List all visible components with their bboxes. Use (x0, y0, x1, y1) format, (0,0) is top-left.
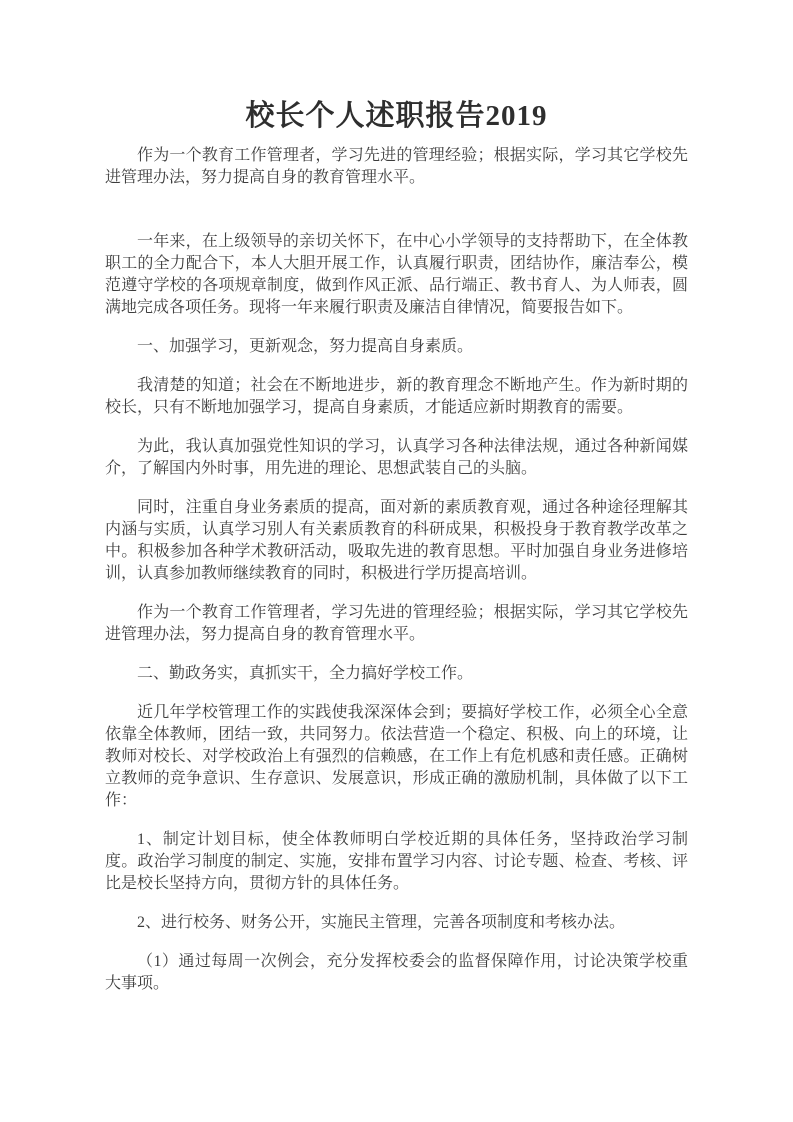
list-item-1: 1、制定计划目标，使全体教师明白学校近期的具体任务，坚持政治学习制度。政治学习制度的制定、实施，安排布置学习内容、讨论专题、检查、考核、评比是校长坚持方向，贯彻方针的具体任务。 (105, 831, 688, 892)
section-heading-2: 二、勤政务实，真抓实干，全力搞好学校工作。 (137, 665, 474, 682)
paragraph: 我清楚的知道；社会在不断地进步，新的教育理念不断地产生。作为新时期的校长，只有不断地加强学习，提高自身素质，才能适应新时期教育的需要。 (105, 377, 688, 416)
paragraph: 作为一个教育工作管理者，学习先进的管理经验；根据实际，学习其它学校先进管理办法，努力提高自身的教育管理水平。 (105, 604, 688, 643)
sub-item-1: （1）通过每周一次例会，充分发挥校委会的监督保障作用，讨论决策学校重大事项。 (105, 953, 688, 992)
section-heading-1: 一、加强学习，更新观念，努力提高自身素质。 (137, 338, 474, 355)
paragraph: 同时，注重自身业务素质的提高，面对新的素质教育观，通过各种途径理解其内涵与实质，认真学习别人有关素质教育的科研成果，积极投身于教育教学改革之中。积极参加各种学术教研活动，吸取先进的教育思想。平时加强自身业务进修培训，认真参加教师继续教育的同时，积极进行学历提高培训。 (105, 499, 688, 582)
document-title: 校长个人述职报告2019 (245, 100, 548, 132)
paragraph-overview: 一年来，在上级领导的亲切关怀下，在中心小学领导的支持帮助下，在全体教职工的全力配合下，本人大胆开展工作，认真履行职责，团结协作，廉洁奉公，模范遵守学校的各项规章制度，做到作风正派、品行端正、教书育人、为人师表，圆满地完成各项任务。现将一年来履行职责及廉洁自律情况，简要报告如下。 (105, 233, 688, 316)
paragraph: 为此，我认真加强党性知识的学习，认真学习各种法律法规，通过各种新闻媒介，了解国内外时事，用先进的理论、思想武装自己的头脑。 (105, 438, 688, 477)
document-body (105, 145, 688, 995)
paragraph-intro: 作为一个教育工作管理者，学习先进的管理经验；根据实际，学习其它学校先进管理办法，努力提高自身的教育管理水平。 (105, 147, 688, 186)
list-item-2: 2、进行校务、财务公开，实施民主管理，完善各项制度和考核办法。 (137, 914, 626, 931)
paragraph: 近几年学校管理工作的实践使我深深体会到；要搞好学校工作，必须全心全意依靠全体教师，团结一致，共同努力。依法营造一个稳定、积极、向上的环境，让教师对校长、对学校政治上有强烈的信赖感，在工作上有危机感和责任感。正确树立教师的竞争意识、生存意识、发展意识，形成正确的激励机制，具体做了以下工作： (105, 704, 688, 809)
